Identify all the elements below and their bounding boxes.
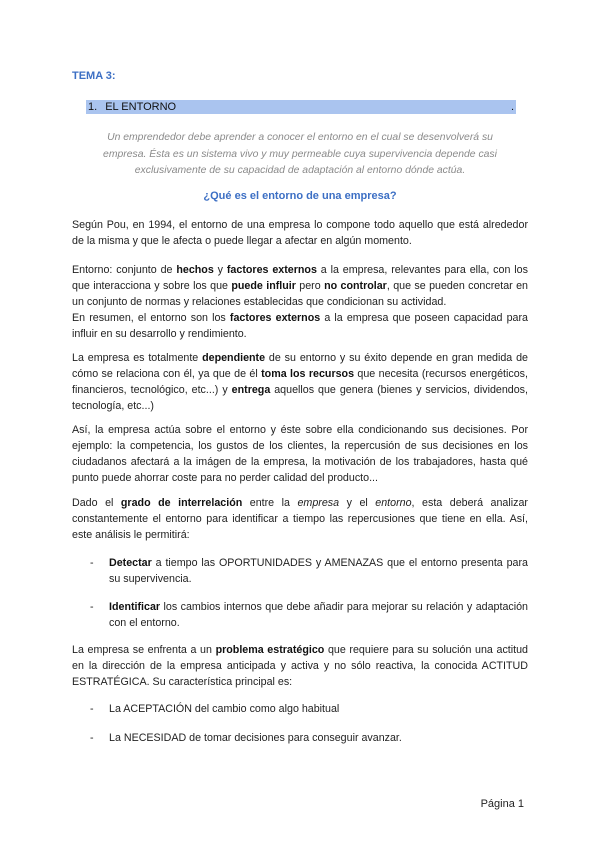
paragraph-actitud-estrategica: La empresa se enfrenta a un problema estratégico que requiere para su solución una actitud en la dirección de la empresa anticipada y activa y no sólo reactiva, la conocida ACTITUD ESTRATÉGICA. Su característica principal es: [72,644,528,688]
paragraph-interrelacion: Dado el grado de interrelación entre la empresa y el entorno, esta deberá analizar constantemente el entorno para identificar a tiempo las repercusiones que tiene en ella. Así, este análisis le permitirá: [72,497,528,541]
list-item: - Identificar los cambios internos que debe añadir para mejorar su relación y adaptación con el entorno. [90,601,528,629]
section-heading [86,100,516,114]
list-item: - La ACEPTACIÓN del cambio como algo habitual [90,703,340,715]
page-number: Página 1 [480,798,524,810]
paragraph-definition-pou: Según Pou, en 1994, el entorno de una empresa lo compone todo aquello que está alrededor de la misma y que le afecta o puede llegar a afectar en algún momento. [72,219,528,247]
paragraph-dependencia: La empresa es totalmente dependiente de su entorno y su éxito depende en gran medida de cómo se relaciona con él, ya que de él toma los recursos que necesita (recursos energéticos, financieros, tecnológico, etc...) y entrega aquellos que genera (bienes y servicios, dividendos, tecnología, etc...) [72,352,528,412]
paragraph-entorno: Entorno: conjunto de hechos y factores externos a la empresa, relevantes para ella, con los que interacciona y sobre los que puede influir pero no controlar, que se pueden concretar en un conjunto de normas y relaciones establecidas que condicionan su actividad. En resumen, el entorno son los factores externos a la empresa que poseen capacidad para influir en su desarrollo y rendimiento. [72,264,528,340]
topic-label: TEMA 3: [72,70,116,82]
paragraph-interaccion: Así, la empresa actúa sobre el entorno y éste sobre ella condicionando sus decisiones. Por ejemplo: la competencia, los gustos de los clientes, la repercusión de sus decisiones en los ciudadanos afectará a la imágen de la empresa, la motivación de los trabajadores, hasta qué punto puede ahorrar coste para no perder calidad del producto... [72,424,528,484]
subheading: ¿Qué es el entorno de una empresa? [203,190,397,202]
intro-quote: Un emprendedor debe aprender a conocer el entorno en el cual se desenvolverá su empresa. Ésta es un sistema vivo y muy permeable cuya supervivencia depende casi exclusivamente de su capacidad de adaptación al entorno dónde actúa. [103,132,497,176]
list-item: - La NECESIDAD de tomar decisiones para conseguir avanzar. [90,732,402,744]
section-trailing-dot: . [510,101,514,113]
list-item: - Detectar a tiempo las OPORTUNIDADES y AMENAZAS que el entorno presenta para su supervivencia. [90,557,528,585]
section-number: 1. [88,101,98,113]
section-title: EL ENTORNO [105,101,177,113]
